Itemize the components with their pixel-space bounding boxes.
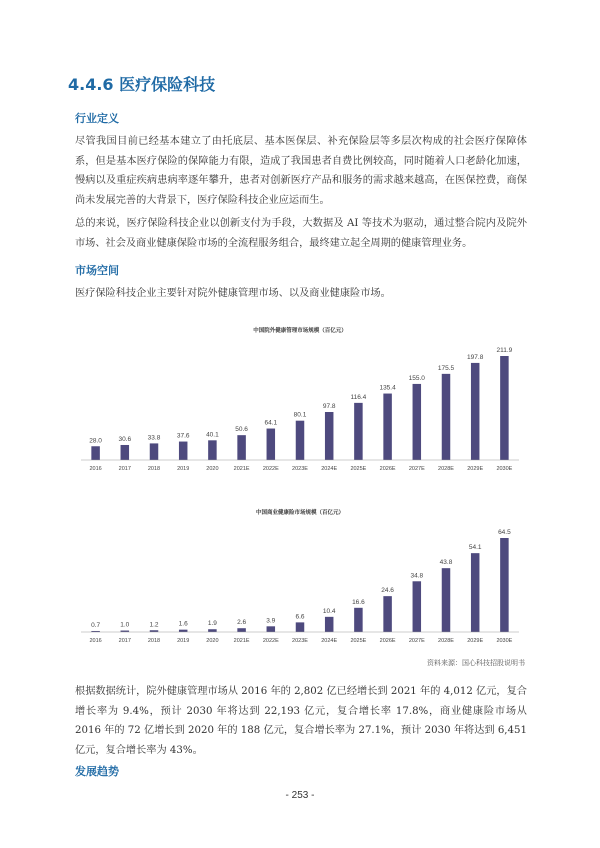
bar [296, 421, 305, 460]
page-number: - 253 - [285, 790, 315, 801]
tick-label: 2019 [177, 466, 190, 472]
data-label: 155.0 [408, 374, 425, 382]
bar [267, 626, 276, 632]
section-title: 4.4.6 医疗保险科技 [68, 75, 216, 94]
data-label: 30.6 [118, 435, 132, 443]
chart-outpatient-health-market [75, 318, 525, 478]
tick-label: 2025E [350, 638, 367, 644]
tick-label: 2018 [147, 638, 161, 644]
bar [267, 429, 276, 460]
data-label: 1.9 [207, 620, 217, 628]
data-label: 33.8 [147, 434, 161, 442]
bar [442, 374, 451, 460]
heading-market: 市场空间 [75, 264, 119, 277]
paragraph-market-intro: 医疗保险科技企业主要针对院外健康管理市场、以及商业健康险市场。 [75, 288, 391, 299]
data-label: 34.8 [410, 572, 424, 580]
tick-label: 2024E [321, 466, 338, 472]
data-label: 2.6 [237, 619, 247, 627]
data-label: 64.5 [498, 529, 511, 536]
tick-label: 2025E [350, 466, 367, 472]
data-label: 135.4 [379, 384, 396, 392]
bar [325, 617, 334, 632]
tick-label: 2028E [438, 638, 454, 644]
bar [413, 384, 422, 460]
paragraph-background: 尽管我国目前已经基本建立了由托底层、基本医保层、补充保险层等多层次构成的社会医疗保障体系，但是基本医疗保险的保障能力有限，造成了我国患者自费比例较高，同时随着人口老龄化加速，慢病以及重症疾病患病率逐年攀升，患者对创新医疗产品和服务的需求越来越高，在医保控费，商保尚未发展完善的大背景下，医疗保险科技企业应运而生。 [75, 136, 527, 206]
bar [208, 629, 217, 632]
data-label: 1.2 [149, 621, 159, 629]
tick-label: 2018 [147, 466, 161, 472]
chart-commercial-svg [75, 500, 525, 650]
tick-label: 2016 [89, 638, 102, 644]
tick-label: 2020 [206, 638, 219, 644]
bar [442, 568, 451, 632]
data-label: 6.6 [295, 613, 305, 621]
tick-label: 2023E [292, 466, 308, 472]
bar [179, 630, 188, 632]
data-label: 211.9 [496, 347, 513, 354]
tick-label: 2026E [379, 638, 396, 644]
heading-definition: 行业定义 [75, 112, 119, 125]
data-label: 116.4 [350, 393, 367, 401]
data-label: 43.8 [439, 559, 453, 567]
tick-label: 2016 [89, 466, 102, 472]
tick-label: 2022E [262, 466, 279, 472]
data-label: 54.1 [468, 544, 482, 552]
data-label: 16.6 [352, 598, 365, 606]
data-label: 175.5 [437, 364, 455, 372]
tick-label: 2029E [467, 466, 484, 472]
tick-label: 2027E [408, 638, 425, 644]
bar [91, 446, 100, 460]
data-label: 24.6 [381, 587, 394, 595]
tick-label: 2023E [292, 638, 308, 644]
chart-title: 中国院外健康管理市场规模（百亿元） [253, 328, 347, 334]
data-label: 28.0 [89, 437, 102, 445]
data-label: 1.0 [120, 621, 130, 629]
tick-label: 2026E [379, 466, 396, 472]
data-label: 37.6 [176, 432, 190, 440]
bar [413, 581, 422, 632]
tick-label: 2028E [438, 466, 454, 472]
paragraph-statistics: 根据数据统计，院外健康管理市场从 2016 年的 2,802 亿已经增长到 2021 年的 4,012 亿元，复合增长率为 9.4%，预计 2030 年将达到 22,193 亿元，复合增长率 17.8%，商业健康险市场从 2016 年的 72 亿增长到 2020 年的 188 亿元，复合增长率为 27.1%，预计 2030 年将达到 6,451 亿元，复合增长率为 43%。 [75, 686, 527, 756]
chart-outpatient-svg [75, 318, 525, 478]
bar [500, 538, 509, 632]
tick-label: 2017 [118, 466, 131, 472]
tick-label: 2027E [408, 466, 425, 472]
tick-label: 2022E [262, 638, 279, 644]
data-label: 80.1 [293, 411, 307, 419]
bar [383, 394, 392, 460]
bar [179, 442, 188, 460]
bar [354, 403, 363, 460]
bar [471, 553, 480, 632]
tick-label: 2017 [118, 638, 131, 644]
source-note: 资料来源：国心科技招股说明书 [427, 659, 525, 667]
data-label: 3.9 [266, 617, 276, 625]
tick-label: 2019 [177, 638, 190, 644]
tick-label: 2020 [206, 466, 219, 472]
chart-title: 中国商业健康险市场规模（百亿元） [255, 510, 345, 516]
tick-label: 2029E [467, 638, 484, 644]
tick-label: 2024E [321, 638, 338, 644]
bar [150, 443, 159, 460]
bar [208, 440, 217, 460]
bar [237, 435, 246, 460]
bar [500, 356, 509, 460]
bar [237, 628, 246, 632]
bar [383, 596, 392, 632]
data-label: 197.8 [467, 353, 484, 361]
data-label: 64.1 [264, 419, 278, 427]
data-label: 1.6 [178, 620, 188, 628]
data-label: 40.1 [206, 431, 219, 439]
bar [121, 445, 130, 460]
heading-trend: 发展趋势 [75, 765, 119, 778]
bar [296, 622, 305, 632]
data-label: 0.7 [91, 621, 101, 629]
bar [354, 608, 363, 632]
paragraph-summary: 总的来说，医疗保险科技企业以创新支付为手段，大数据及 AI 等技术为驱动，通过整合院内及院外市场、社会及商业健康保险市场的全流程服务组合，最终建立起全周期的健康管理业务。 [75, 218, 527, 249]
tick-label: 2030E [496, 466, 513, 472]
tick-label: 2021E [233, 466, 250, 472]
data-label: 10.4 [322, 607, 336, 615]
bar [471, 363, 480, 460]
bar [325, 412, 334, 460]
data-label: 97.8 [322, 403, 336, 410]
chart-commercial-health-insurance [75, 500, 525, 650]
tick-label: 2021E [233, 638, 250, 644]
data-label: 50.6 [235, 426, 248, 434]
tick-label: 2030E [496, 638, 513, 644]
